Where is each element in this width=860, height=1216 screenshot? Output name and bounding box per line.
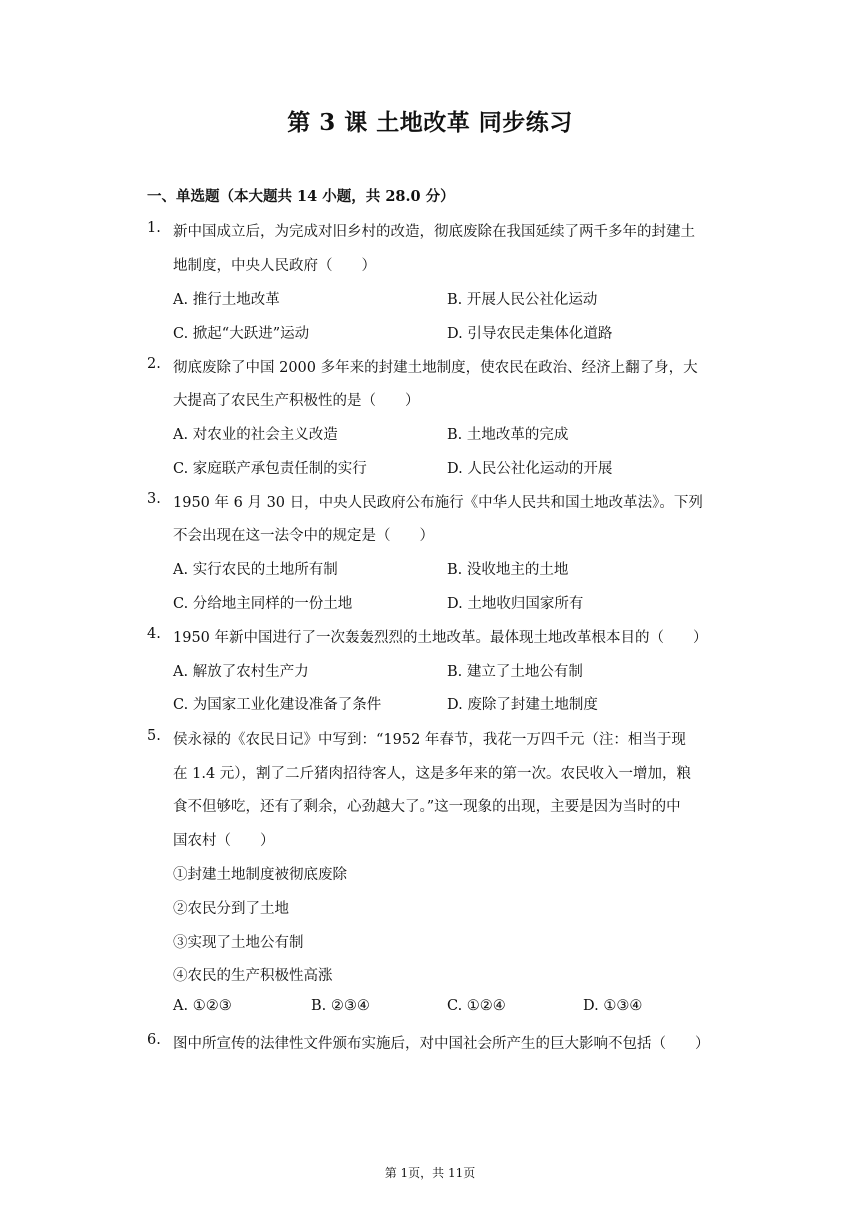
page-footer: 第 1页，共 11页 <box>384 1166 476 1180</box>
option-b: B. 开展人民公社化运动 <box>447 292 598 308</box>
question-number: 3. <box>147 491 161 507</box>
page-title: 第 3 课 土地改革 同步练习 <box>287 109 573 136</box>
question-number: 1. <box>147 220 161 236</box>
question-number: 4. <box>147 626 161 642</box>
section-heading: 一、单选题（本大题共 14 小题，共 28.0 分） <box>147 188 455 205</box>
statement-item: ③实现了土地公有制 <box>173 935 304 951</box>
option-b: B. ②③④ <box>311 998 370 1014</box>
option-b: B. 没收地主的土地 <box>447 562 569 578</box>
question-number: 2. <box>147 356 161 372</box>
question-text: 不会出现在这一法令中的规定是（ ） <box>173 528 434 544</box>
question-text: 在 1.4 元），割了二斤猪肉招待客人，这是多年来的第一次。农民收入一增加，粮 <box>173 766 692 782</box>
option-c: C. 为国家工业化建设准备了条件 <box>173 697 382 713</box>
question-number: 5. <box>147 728 161 744</box>
option-a: A. ①②③ <box>173 998 232 1014</box>
question-text: 图中所宣传的法律性文件颁布实施后，对中国社会所产生的巨大影响不包括（ ） <box>173 1036 710 1052</box>
question-text: 食不但够吃，还有了剩余，心劲越大了。”这一现象的出现，主要是因为当时的中 <box>173 799 681 815</box>
question-text: 地制度，中央人民政府（ ） <box>173 258 376 274</box>
option-a: A. 解放了农村生产力 <box>173 664 309 680</box>
option-d: D. 土地收归国家所有 <box>447 596 584 612</box>
option-c: C. ①②④ <box>447 998 506 1014</box>
question-text: 国农村（ ） <box>173 833 275 849</box>
statement-item: ①封建土地制度被彻底废除 <box>173 867 347 883</box>
option-d: D. 废除了封建土地制度 <box>447 697 598 713</box>
option-c: C. 掀起“大跃进”运动 <box>173 326 310 342</box>
question-text: 新中国成立后，为完成对旧乡村的改造，彻底废除在我国延续了两千多年的封建土 <box>173 224 695 240</box>
option-a: A. 推行土地改革 <box>173 292 280 308</box>
option-d: D. ①③④ <box>583 998 643 1014</box>
option-d: D. 引导农民走集体化道路 <box>447 326 613 342</box>
statement-item: ②农民分到了土地 <box>173 901 289 917</box>
statement-item: ④农民的生产积极性高涨 <box>173 968 333 984</box>
question-number: 6. <box>147 1032 161 1048</box>
question-text: 大提高了农民生产积极性的是（ ） <box>173 393 420 409</box>
option-d: D. 人民公社化运动的开展 <box>447 461 613 477</box>
question-text: 1950 年 6 月 30 日，中央人民政府公布施行《中华人民共和国土地改革法》。下列 <box>173 495 703 511</box>
question-text: 侯永禄的《农民日记》中写到：“1952 年春节，我花一万四千元（注：相当于现 <box>173 732 686 748</box>
option-b: B. 土地改革的完成 <box>447 427 569 443</box>
option-a: A. 对农业的社会主义改造 <box>173 427 338 443</box>
option-a: A. 实行农民的土地所有制 <box>173 562 338 578</box>
question-text: 1950 年新中国进行了一次轰轰烈烈的土地改革。最体现土地改革根本目的（ ） <box>173 630 708 646</box>
question-text: 彻底废除了中国 2000 多年来的封建土地制度，使农民在政治、经济上翻了身，大 <box>173 360 698 376</box>
option-c: C. 家庭联产承包责任制的实行 <box>173 461 367 477</box>
option-c: C. 分给地主同样的一份土地 <box>173 596 353 612</box>
option-b: B. 建立了土地公有制 <box>447 664 583 680</box>
